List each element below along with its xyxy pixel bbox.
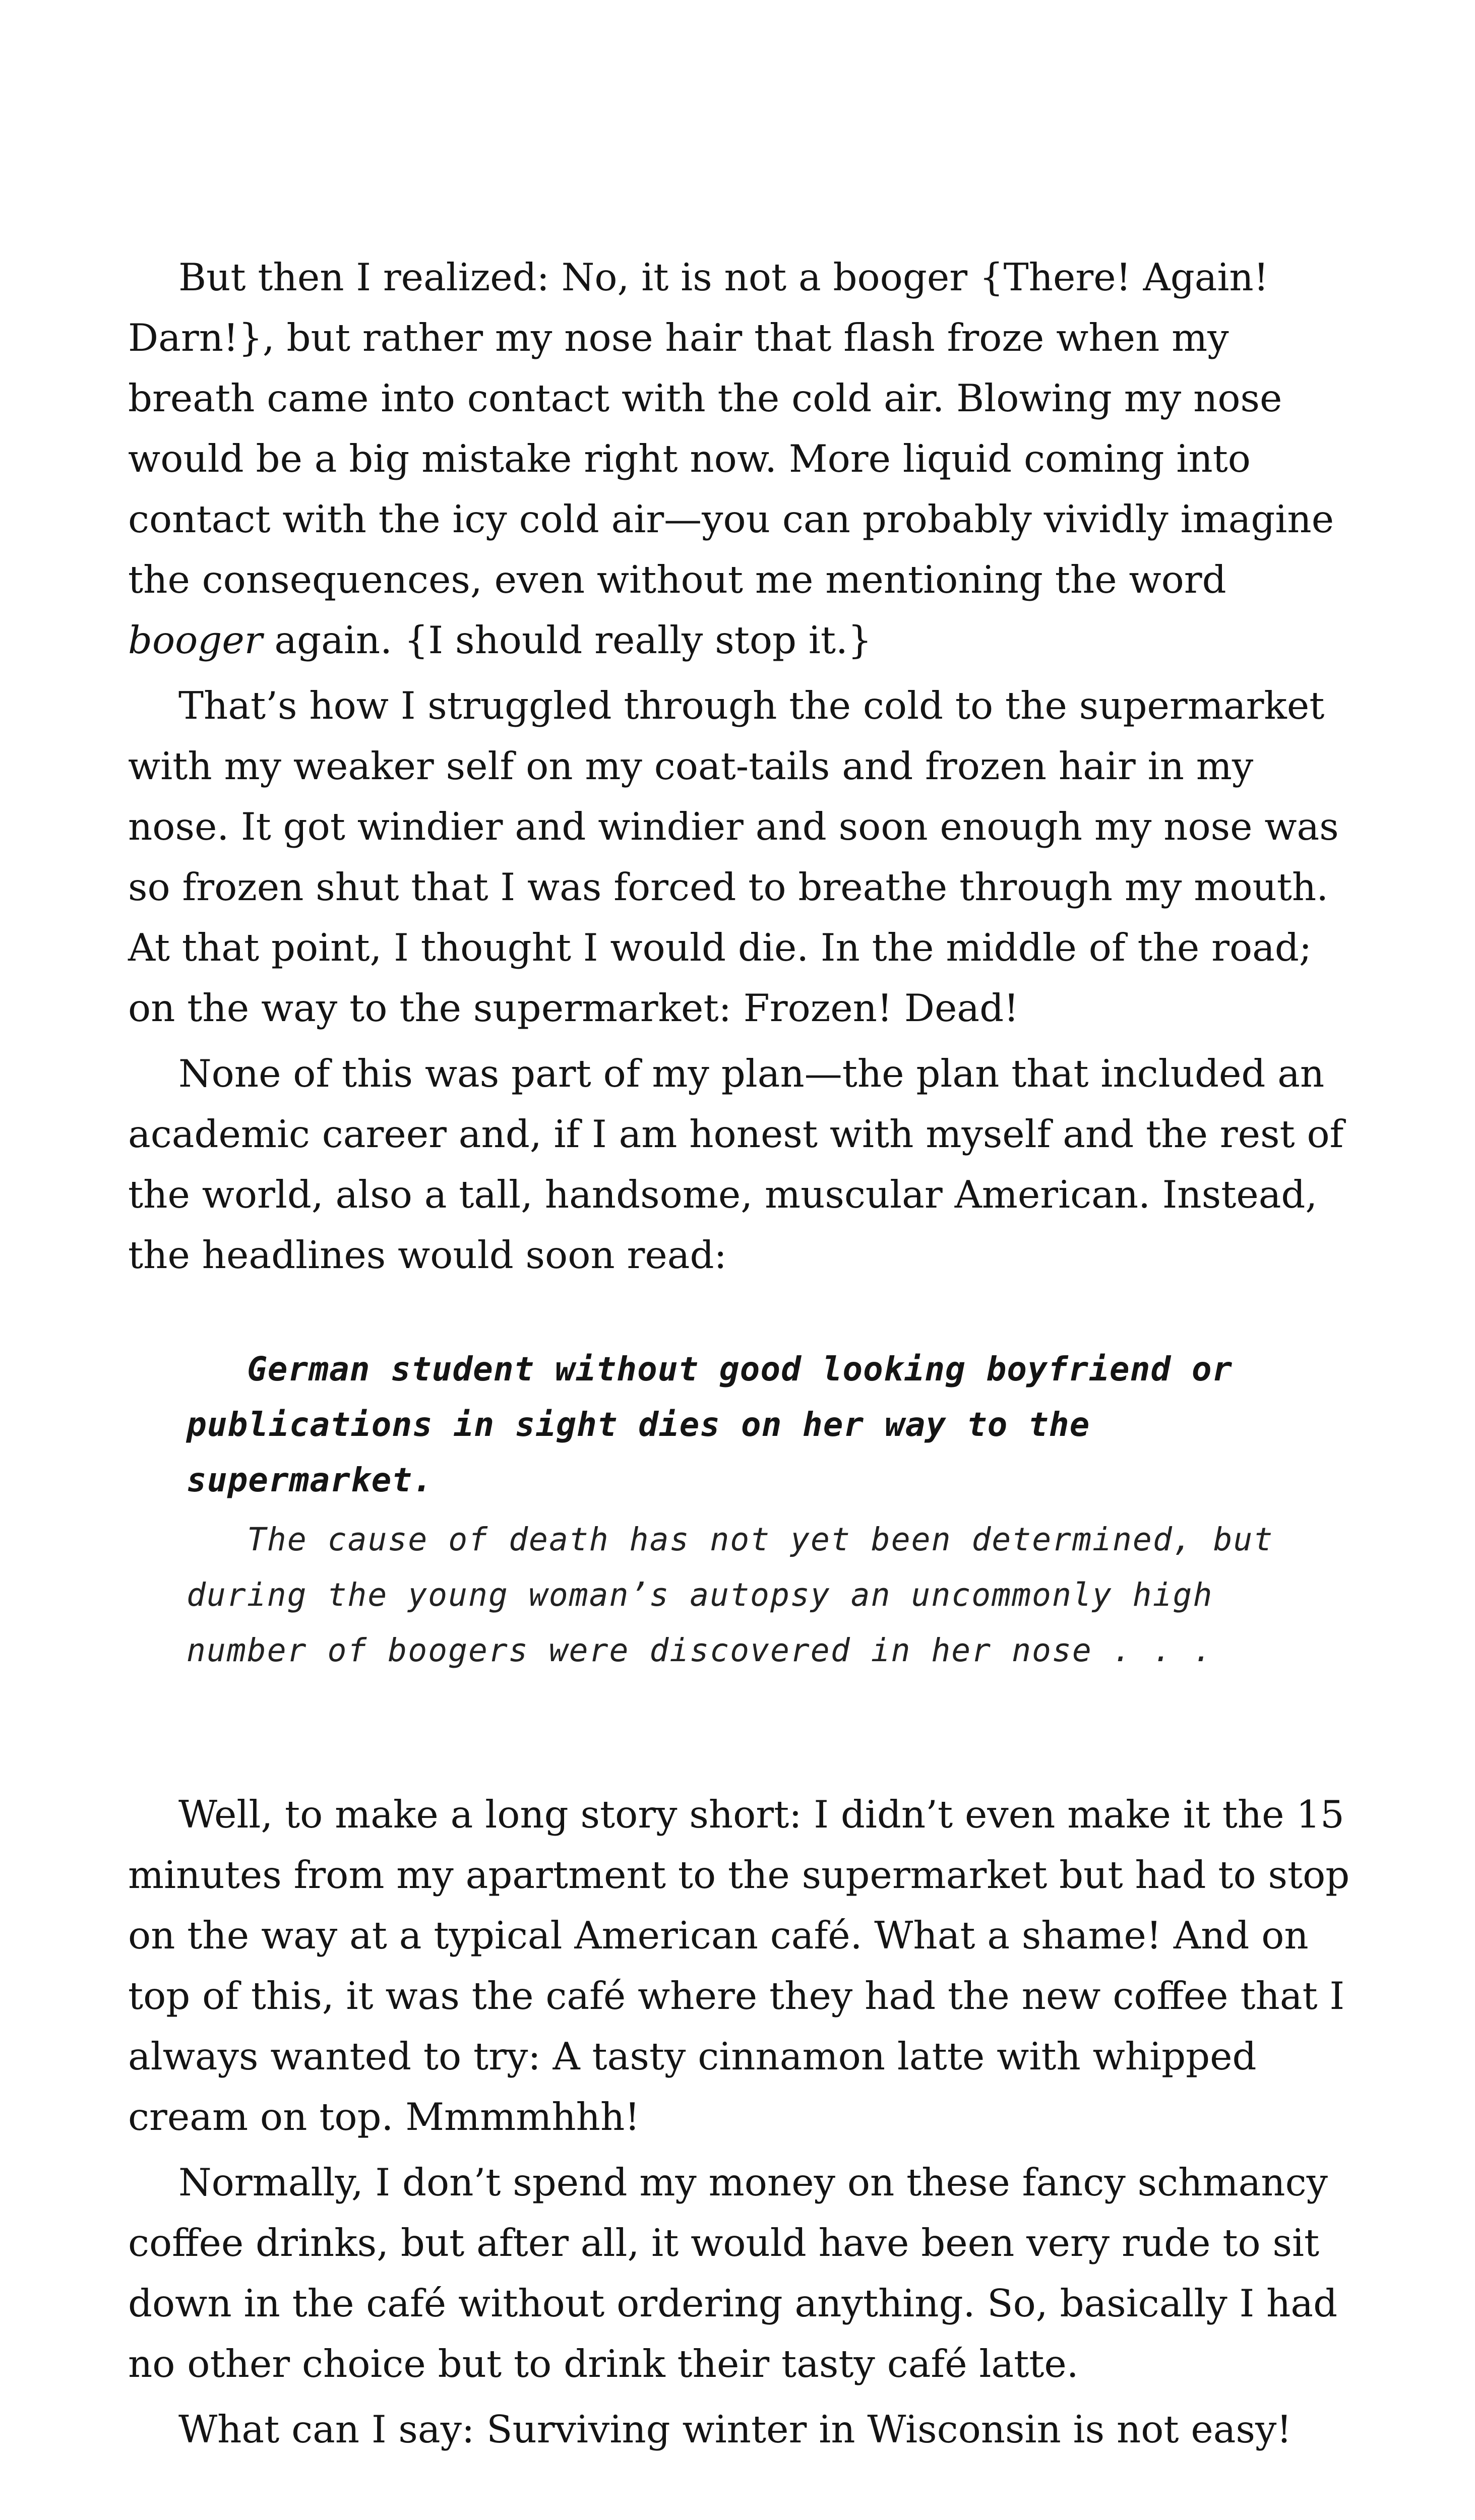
text-block-bottom xyxy=(128,1784,1353,2460)
newspaper-article: The cause of death has not yet been determined, but during the young woman’s autopsy an uncommonly high number of boogers were discovered in her nose . . . xyxy=(187,1521,1274,1669)
paragraph-struggle: That’s how I struggled through the cold to the supermarket with my weaker self on my coat-tails and frozen hair in my nose. It got windier and windier and soon enough my nose was so frozen shut that I was forced to breathe through my mouth. At that point, I thought I would die. In the middle of the road; on the way to the supermarket: Frozen! Dead! xyxy=(128,683,1339,1030)
italic-word: booger xyxy=(128,618,263,662)
paragraph-plan: None of this was part of my plan—the plan that included an academic career and, if I am honest with myself and the rest of the world, also a tall, handsome, muscular American. Instead, the headlines would soon read: xyxy=(128,1051,1344,1277)
paragraph-coffee-drinks: Normally, I don’t spend my money on these fancy schmancy coffee drinks, but after all, it would have been very rude to sit down in the café without ordering anything. So, basically I had no other choice but to drink their tasty café latte. xyxy=(128,2160,1338,2386)
newspaper-headline: German student without good looking boyfriend or publications in sight dies on her way to the supermarket. xyxy=(187,1350,1233,1499)
paragraph-cafe: Well, to make a long story short: I didn’t even make it the 15 minutes from my apartment to the supermarket but had to stop on the way at a typical American café. What a shame! And on top of this, it was the café where they had the new coffee that I always wanted to try: A tasty cinnamon latte with whipped cream on top. Mmmmhhh! xyxy=(128,1792,1350,2139)
paragraph-text: But then I realized: No, it is not a booger {There! Again! Darn!}, but rather my nose hair that flash froze when my breath came into contact with the cold air. Blowing my nose would be a big mistake right now. More liquid coming into contact with the icy cold air—you can probably vividly imagine the consequences, even without me mentioning the word xyxy=(128,255,1334,602)
paragraph-text: again. {I should really stop it.} xyxy=(262,618,872,662)
paragraph-booger xyxy=(128,247,1353,670)
text-block-top xyxy=(128,247,1353,1285)
paragraph-wisconsin: What can I say: Surviving winter in Wisconsin is not easy! xyxy=(178,2407,1292,2451)
